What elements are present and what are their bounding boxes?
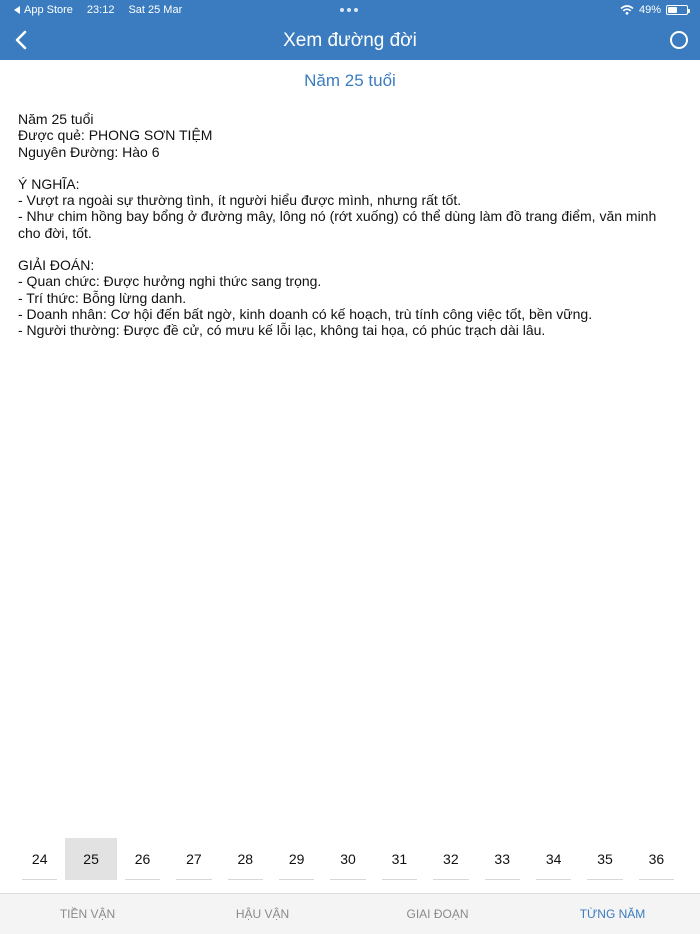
meaning-item: - Như chim hồng bay bổng ở đường mây, lông nó (rớt xuống) có thể dùng làm đồ trang điểm, văn minh cho đời, tốt.: [18, 208, 657, 241]
status-bar: [0, 0, 700, 20]
content-line: Năm 25 tuổi: [18, 111, 94, 127]
year-label: 36: [648, 851, 665, 867]
nav-bar: [0, 20, 700, 60]
battery-fill: [668, 7, 677, 13]
battery-percent: 49%: [638, 4, 661, 16]
interpretation-item: - Quan chức: Được hưởng nghi thức sang trọng.: [18, 273, 322, 290]
year-label: 30: [340, 851, 356, 867]
year-item-27[interactable]: [168, 838, 219, 880]
year-label: 26: [134, 851, 151, 867]
status-left: [14, 4, 182, 16]
status-date: Sat 25 Mar: [128, 4, 183, 16]
back-triangle-icon: [14, 6, 21, 14]
year-item-35[interactable]: [579, 838, 630, 880]
meaning-item: - Vượt ra ngoài sự thường tình, ít người hiểu được mình, nhưng rất tốt.: [18, 192, 462, 209]
year-item-28[interactable]: [220, 838, 271, 880]
bottom-tab-bar: [0, 893, 700, 934]
year-label: 28: [237, 851, 254, 867]
wifi-icon: [620, 5, 634, 15]
year-label: 29: [288, 851, 305, 867]
page-heading: Năm 25 tuổi: [304, 71, 396, 90]
interpretation-item: - Người thường: Được đề cử, có mưu kế lỗi lạc, không tai họa, có phúc trạch dài lâu.: [18, 322, 546, 339]
year-item-36[interactable]: [631, 838, 682, 880]
year-item-24[interactable]: [14, 838, 65, 880]
tab-0[interactable]: TIỀN VẬN: [59, 907, 116, 921]
nav-title: Xem đường đời: [283, 30, 417, 51]
year-label: 32: [443, 851, 459, 867]
content-line: Nguyên Đường: Hào 6: [18, 143, 160, 160]
year-label: 35: [597, 851, 613, 867]
back-app-label: App Store: [24, 4, 73, 16]
status-time: 23:12: [86, 4, 115, 16]
year-item-29[interactable]: [271, 838, 322, 880]
year-item-34[interactable]: [528, 838, 579, 880]
year-label: 33: [494, 851, 510, 867]
year-label: 27: [186, 851, 202, 867]
tab-1[interactable]: HẬU VẬN: [235, 907, 290, 921]
circle-icon[interactable]: [670, 31, 688, 49]
year-label: 25: [83, 851, 99, 867]
back-to-app-link[interactable]: [14, 4, 73, 16]
year-item-26[interactable]: [117, 838, 168, 880]
reading-content: [18, 111, 678, 339]
tab-2[interactable]: GIAI ĐOẠN: [406, 907, 469, 921]
interpretation-item: - Trí thức: Bỗng lừng danh.: [18, 289, 187, 306]
year-label: 31: [391, 851, 408, 867]
multitasking-dots-icon[interactable]: [340, 8, 358, 12]
interpretation-item: - Doanh nhân: Cơ hội đến bất ngờ, kinh doanh có kế hoạch, trù tính công việc tốt, bền vững.: [18, 305, 593, 322]
year-item-25[interactable]: [65, 838, 116, 880]
battery-icon: [666, 5, 688, 15]
year-item-30[interactable]: [322, 838, 373, 880]
status-right: [620, 4, 688, 16]
year-label: 24: [31, 851, 48, 867]
year-selector: [14, 838, 686, 880]
content-line: Được quẻ: PHONG SƠN TIỆM: [18, 127, 213, 144]
section-title-meaning: Ý NGHĨA:: [18, 175, 80, 192]
year-item-33[interactable]: [477, 838, 528, 880]
year-label: 34: [545, 851, 562, 867]
section-title-interpretation: GIẢI ĐOÁN:: [18, 257, 95, 274]
year-item-31[interactable]: [374, 838, 425, 880]
tab-3[interactable]: TỪNG NĂM: [579, 907, 646, 921]
year-item-32[interactable]: [425, 838, 476, 880]
